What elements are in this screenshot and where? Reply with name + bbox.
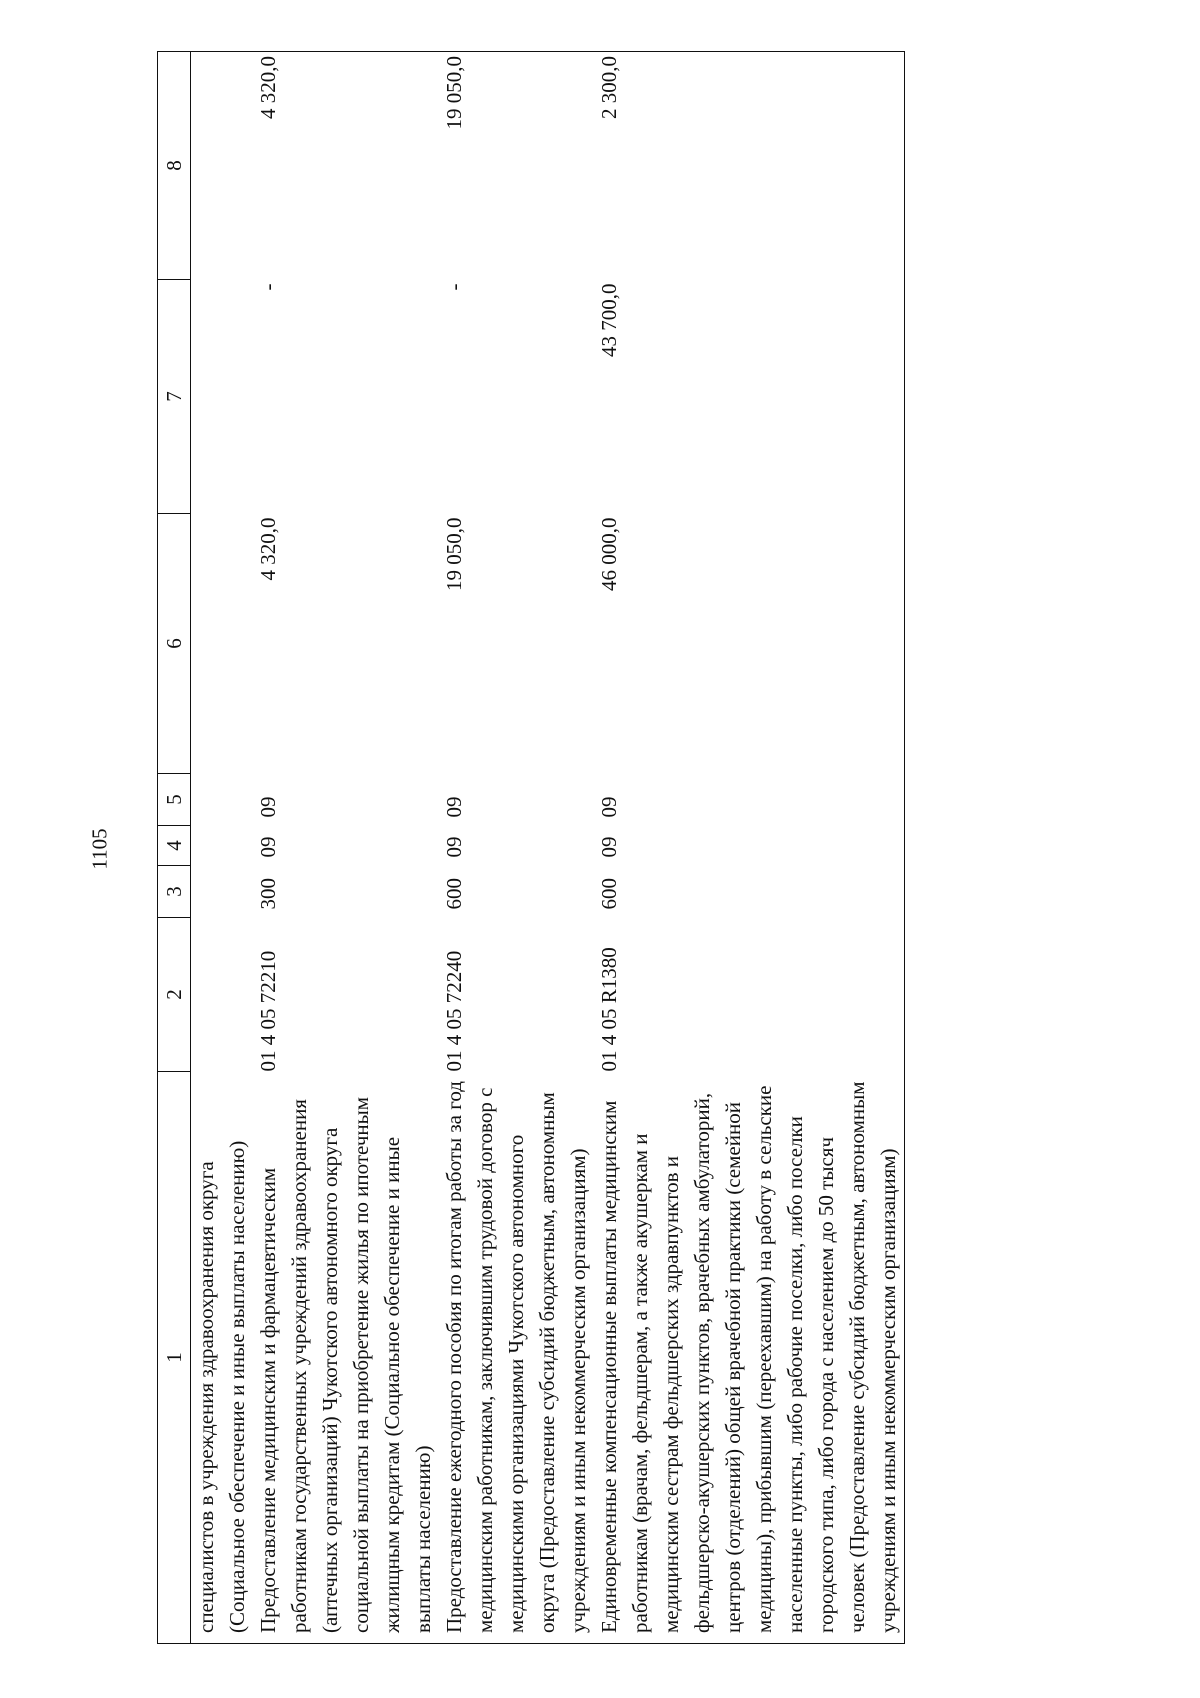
col-header: 3 — [158, 866, 191, 918]
row-vr: 600 — [594, 866, 905, 918]
row-pr — [191, 774, 254, 826]
row-pr: 09 — [442, 796, 466, 818]
col-header: 8 — [158, 52, 191, 280]
header-row — [158, 52, 191, 1644]
row-csr: 01 4 05 R1380 — [594, 918, 905, 1072]
row-vr — [191, 866, 254, 918]
row-sum — [191, 514, 254, 774]
rotated-table-container — [157, 52, 1060, 1644]
row-name: Предоставление ежегодного пособия по итогам работы за год медицинским работникам, заключившим трудовой договор с медицинскими организациями Чукотского автономного округа (Предоставление субсидий бюджетным, автономным учреждениям и иным некоммерческим организациям) — [439, 1072, 594, 1644]
row-rz — [191, 826, 254, 866]
row-sum: 4 320,0 — [256, 517, 280, 581]
row-rz: 09 — [594, 826, 905, 866]
row-sum-okr: 4 320,0 — [253, 52, 439, 280]
page-number: 1105 — [87, 828, 112, 870]
row-rz: 09 — [256, 836, 280, 858]
row-vr: 600 — [442, 878, 466, 910]
row-rz: 09 — [442, 836, 466, 858]
col-header: 6 — [158, 514, 191, 774]
col-header: 7 — [158, 280, 191, 514]
row-sum-fed: 43 700,0 — [594, 280, 905, 514]
table-row — [594, 52, 905, 1644]
col-header: 5 — [158, 774, 191, 826]
row-sum-fed: - — [256, 283, 280, 291]
row-sum: 46 000,0 — [594, 514, 905, 774]
row-pr: 09 — [256, 796, 280, 818]
row-sum-okr: 2 300,0 — [594, 52, 905, 280]
row-sum-fed: - — [442, 283, 466, 291]
row-name: Единовременные компенсационные выплаты медицинским работникам (врачам, фельдшерам, а также акушеркам и медицинским сестрам фельдшерских здравпунктов и фельдшерско-акушерских пунктов, врачебных амбулаторий, центров (отделений) общей врачебной практики (семейной медицины), прибывшим (переехавшим) на работу в сельские населенные пункты, либо рабочие поселки, либо поселки городского типа, либо города с населением до 50 тысяч человек (Предоставление субсидий бюджетным, автономным учреждениям и иным некоммерческим организациям) — [594, 1072, 905, 1644]
table-row — [253, 52, 439, 1644]
table-row — [439, 52, 594, 1644]
row-csr: 01 4 05 72240 — [442, 950, 466, 1072]
row-name: Предоставление медицинским и фармацевтическим работникам государственных учреждений здравоохранения (аптечных организаций) Чукотского автономного округа социальной выплаты на приобретение жилья по ипотечным жилищным кредитам (Социальное обеспечение и иные выплаты населению) — [253, 1072, 439, 1644]
row-csr — [191, 918, 254, 1072]
col-header: 2 — [158, 918, 191, 1072]
row-sum-okr: 19 050,0 — [439, 52, 594, 280]
row-csr: 01 4 05 72210 — [256, 950, 280, 1072]
row-sum-okr — [191, 52, 254, 280]
row-sum: 19 050,0 — [442, 517, 466, 591]
budget-table — [157, 51, 905, 1644]
col-header: 4 — [158, 826, 191, 866]
row-vr: 300 — [256, 878, 280, 910]
row-sum-fed — [191, 280, 254, 514]
row-pr: 09 — [594, 774, 905, 826]
row-name: специалистов в учреждения здравоохранения округа (Социальное обеспечение и иные выплаты населению) — [191, 1072, 254, 1644]
table-row — [191, 52, 254, 1644]
col-header: 1 — [158, 1072, 191, 1644]
